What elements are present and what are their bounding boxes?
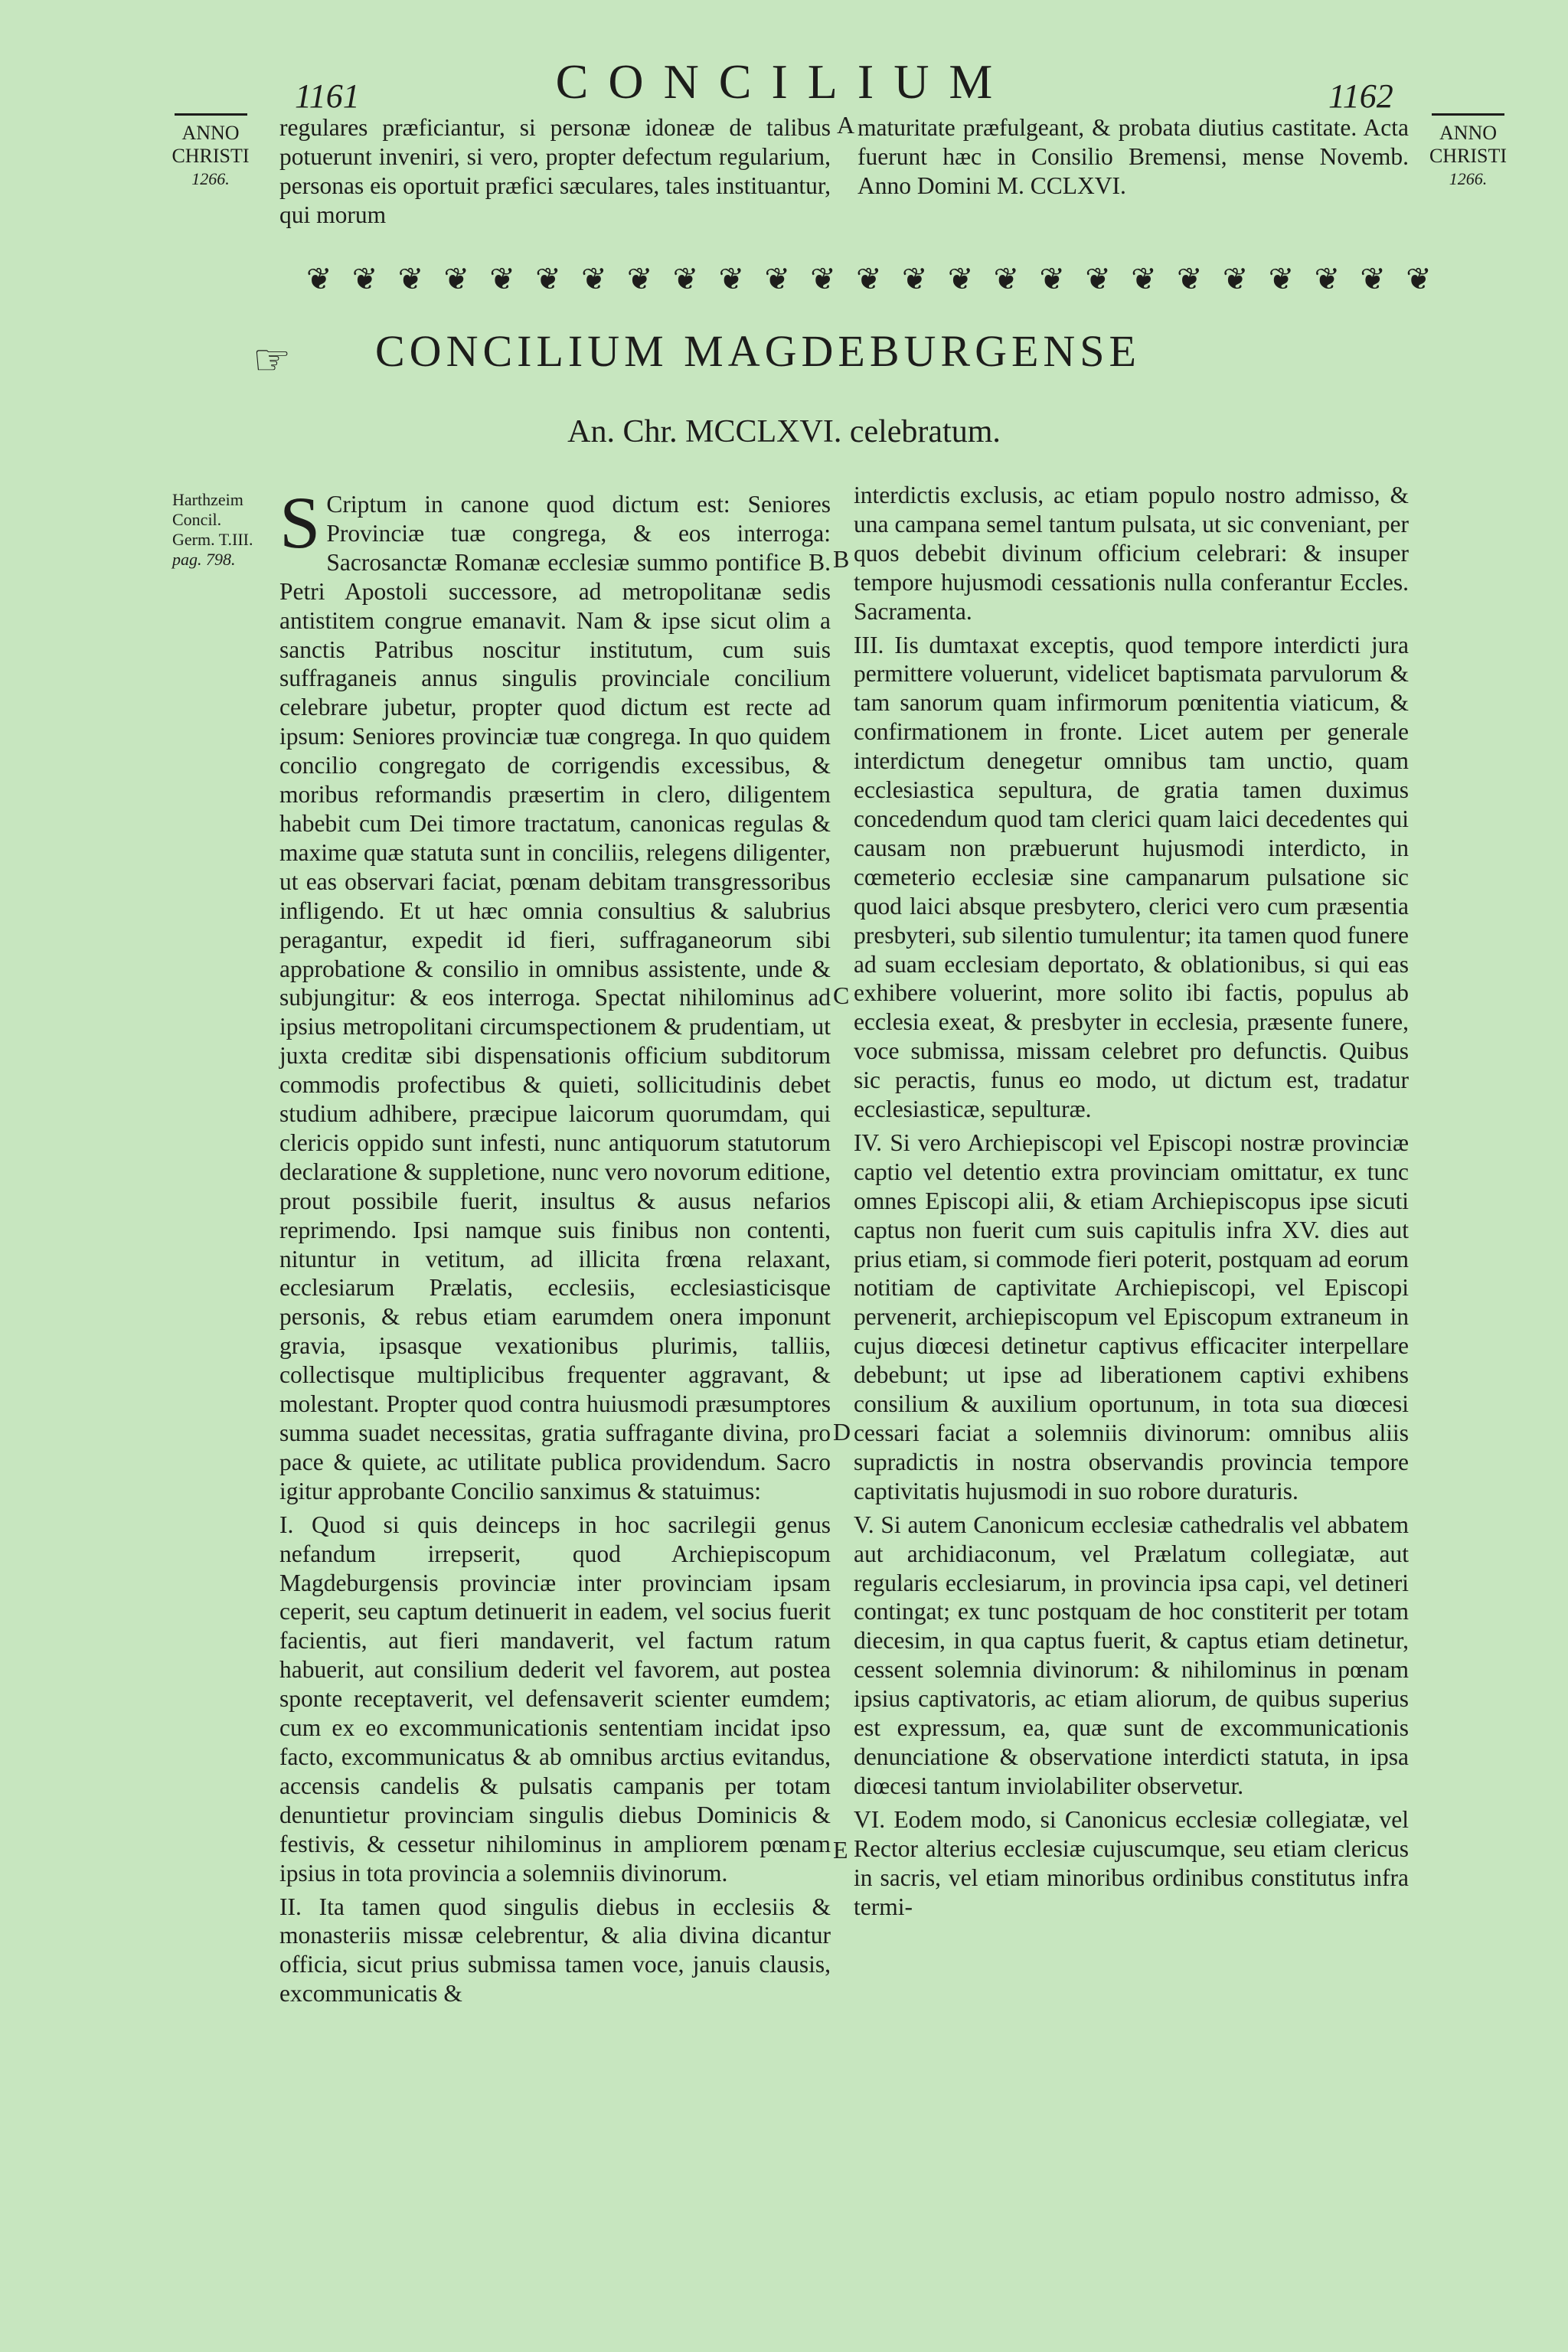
note-line: Harthzeim (172, 490, 243, 509)
page-number-right: 1162 (1328, 77, 1393, 115)
section-letter-a: A (837, 111, 855, 139)
page-number-left: 1161 (295, 77, 360, 115)
section-letter-c: C (833, 982, 850, 1009)
paragraph-canon-1: I. Quod si quis deinceps in hoc sacrilegii genus nefandum irrepserit, quod Archiepiscopum Magdeburgensis provinciæ inter provinciam ipsam ceperit, seu captum detinuerit in eadem, vel socius fuerit facientis, aut fieri mandaverit, vel factum ratum habuerit, aut consilium dederit vel favorem, aut postea sponte receptaverit, vel defensaverit scienter eumdem; cum ex eo excommunicationis sententiam incidat ipso facto, excommunicatus & ab omnibus arctius evitandus, accensis candelis & pulsatis campanis per totam denuntietur provinciam singulis diebus Dominicis & festivis, & cessetur nihilominus in ampliorem pœnam ipsius in tota provincia a solemniis divinorum. (279, 1511, 831, 1886)
note-line: Concil. (172, 510, 222, 529)
paragraph: maturitate præfulgeant, & probata diutius castitate. Acta fuerunt hæc in Consilio Bremensi, mense Novemb. Anno Domini M. CCLXVI. (858, 114, 1409, 199)
paragraph-text: Criptum in canone quod dictum est: Seniores Provinciæ tuæ congrega, & eos interroga: Sacrosanctæ Romanæ ecclesiæ summo pontifice B. Petri Apostoli successore, ad metropolitanæ sedis antistitem congrue emanavit. Nam & ipse sicut olim a sanctis Patribus noscitur institutum, cum suis suffraganeis annus singulis provinciale concilium celebrare jubetur, propter quod dictum est recte ad ipsum: Seniores provinciæ tuæ congrega. In quo quidem concilio congregato de corrigendis excessibus, & moribus reformandis præsertim in clero, diligentem habebit cum Dei timore tractatum, canonicas regulas & maxime quæ statuta sunt in conciliis, relegens diligenter, ut eas observari faciat, pœnam debitam transgressoribus infligendo. Et ut hæc omnia consultius & salubrius peragantur, expedit id fieri, suffraganeorum sibi approbatione & consilio in omnibus assistente, unde & subjungitur: & eos interroga. Spectat nihilominus ad ipsius metropolitani circumspectionem & prudentiam, ut juxta creditæ sibi dispensationis officium subditorum commodis profectibus & quieti, sollicitudinis debet studium adhibere, præcipue laicorum quorumdam, qui clericis oppido sunt infesti, nunc antiquorum statutorum declaratione & suppletione, nunc vero novorum editione, prout possibile fuerit, insultus & ausus nefarios reprimendo. Ipsi namque suis finibus non contenti, nituntur in vetitum, ad illicita frœna relaxant, ecclesiarum Prælatis, ecclesiis, ecclesiasticisque personis, & rebus etiam earumdem onera imponunt gravia, ipsasque vexationibus plurimis, talliis, collectisque multiplicibus frequenter aggravant, & molestant. Propter quod contra huiusmodi præsumptores summa suadet necessitas, gratia suffragante divina, pro pace & quiete, ac utilitate publica providendum. Sacro igitur approbante Concilio sanximus & statuimus: (279, 491, 831, 1504)
paragraph-canon-6: VI. Eodem modo, si Canonicus ecclesiæ collegiatæ, vel Rector alterius ecclesiæ cujuscumque, seu etiam clericus in sacris, vel etiam minoribus ordinibus constitutus infra termi- (854, 1805, 1409, 1920)
council-title: CONCILIUM MAGDEBURGENSE (375, 326, 1141, 376)
left-column (279, 482, 831, 2251)
pointing-hand-icon: ☞ (253, 335, 292, 385)
drop-cap: S (279, 482, 321, 564)
intro-left-column (279, 113, 831, 236)
section-letter-b: B (833, 545, 850, 573)
margin-rule (175, 113, 247, 116)
fleuron-band-icon: ❦ ❦ ❦ ❦ ❦ ❦ ❦ ❦ ❦ ❦ ❦ ❦ ❦ ❦ ❦ ❦ ❦ ❦ ❦ ❦ ❦ ❦ ❦ ❦ ❦ (306, 262, 1432, 297)
margin-year-right (1424, 113, 1512, 191)
paragraph-continuation: interdictis exclusis, ac etiam populo nostro admisso, & una campana semel tantum pulsata, ut sic conveniant, per quos debebit divinum officium celebrari: & insuper tempore hujusmodi cessationis nulla conferantur Eccles. Sacramenta. (854, 482, 1409, 625)
source-margin-note (172, 490, 279, 570)
council-subtitle: An. Chr. MCCLXVI. celebratum. (567, 414, 1001, 449)
note-line: pag. 798. (172, 550, 236, 569)
anno-word: ANNO (181, 122, 240, 144)
section-letter-d: D (833, 1418, 851, 1446)
margin-rule (1432, 113, 1504, 116)
anno-word: ANNO (1439, 122, 1498, 144)
christi-word: CHRISTI (172, 145, 250, 167)
paragraph: regulares præficiantur, si personæ idoneæ de talibus potuerunt inveniri, si vero, propter defectum regularium, personas eis oportuit præfici sæculares, tales instituantur, qui morum (279, 114, 831, 228)
paragraph-canon-3: III. Iis dumtaxat exceptis, quod tempore interdicti jura permittere voluerunt, videlicet baptismata parvulorum & tam sanorum quam infirmorum pœnitentia viaticum, & confirmationem in fronte. Licet autem per generale interdictum denegetur omnibus tam unctio, quam ecclesiastica sepultura, de gratia tamen duximus concedendum quod tam clerici quam laici decedentes qui causam non præbuerunt hujusmodi interdicto, in cœmeterio ecclesiæ sine campanarum pulsatione sic quod laici absque presbytero, clerici vero cum præsentia presbyteri, sub silentio tumulentur; ita tamen quod funere ad suam ecclesiam deportato, & oblationibus, si qui eas exhibere voluerint, more solito ibi factis, populus ab ecclesia exeat, & presbyter in ecclesia, præsente funere, voce submissa, missam celebret pro defunctis. Quibus sic peractis, funus eo modo, ut dictum est, tradatur ecclesiasticæ, sepulturæ. (854, 631, 1409, 1123)
intro-right-column (858, 113, 1409, 236)
running-title: CONCILIUM (555, 54, 1013, 109)
year-number: 1266. (191, 169, 230, 188)
section-letter-e: E (833, 1836, 848, 1864)
right-column (854, 481, 1409, 2242)
paragraph-preamble (279, 482, 831, 1506)
paragraph-canon-5: V. Si autem Canonicum ecclesiæ cathedralis vel abbatem aut archidiaconum, vel Prælatum collegiatæ, aut regularis ecclesiarum, in provincia ipsa capi, vel detineri contingat; ex tunc postquam de hoc constiterit per totam diecesim, in qua captus fuerit, & captus etiam detinetur, cessent solemnia divinorum: & nihilominus in pœnam ipsius captivatoris, ac etiam aliorum, de quibus superius est expressum, ea, quæ sunt de excommunicationis denunciatione & observatione interdicti statuta, in ipsa diœcesi tantum inviolabiliter observetur. (854, 1511, 1409, 1799)
paragraph-canon-2: II. Ita tamen quod singulis diebus in ecclesiis & monasteriis missæ celebrentur, & alia divina dicantur officia, sicut prius submissa tamen voce, januis clausis, excommunicatis & (279, 1893, 831, 2007)
paragraph-canon-4: IV. Si vero Archiepiscopi vel Episcopi nostræ provinciæ captio vel detentio extra provinciam omittatur, ex tunc omnes Episcopi alii, & etiam Archiepiscopus ipse sicuti captus non fuerit cum suis capitulis infra XV. dies aut prius etiam, si commode fieri poterit, postquam ad eorum notitiam de captivitate Archiepiscopi, vel Episcopi pervenerit, archiepiscopum vel Episcopum extraneum in cujus diœcesi detinetur captivus efficaciter interpellare debebunt; ut ipse ad liberationem captivi exhibens consilium & auxilium oportunum, in tota sua diœcesi cessari faciat a solemniis divinorum: omnibus aliis supradictis in nostra observandis provincia tempore captivitatis hujusmodi in suo robore duraturis. (854, 1129, 1409, 1504)
christi-word: CHRISTI (1429, 145, 1508, 167)
note-line: Germ. T.III. (172, 530, 253, 549)
margin-year-left (168, 113, 253, 191)
year-number: 1266. (1449, 169, 1488, 188)
